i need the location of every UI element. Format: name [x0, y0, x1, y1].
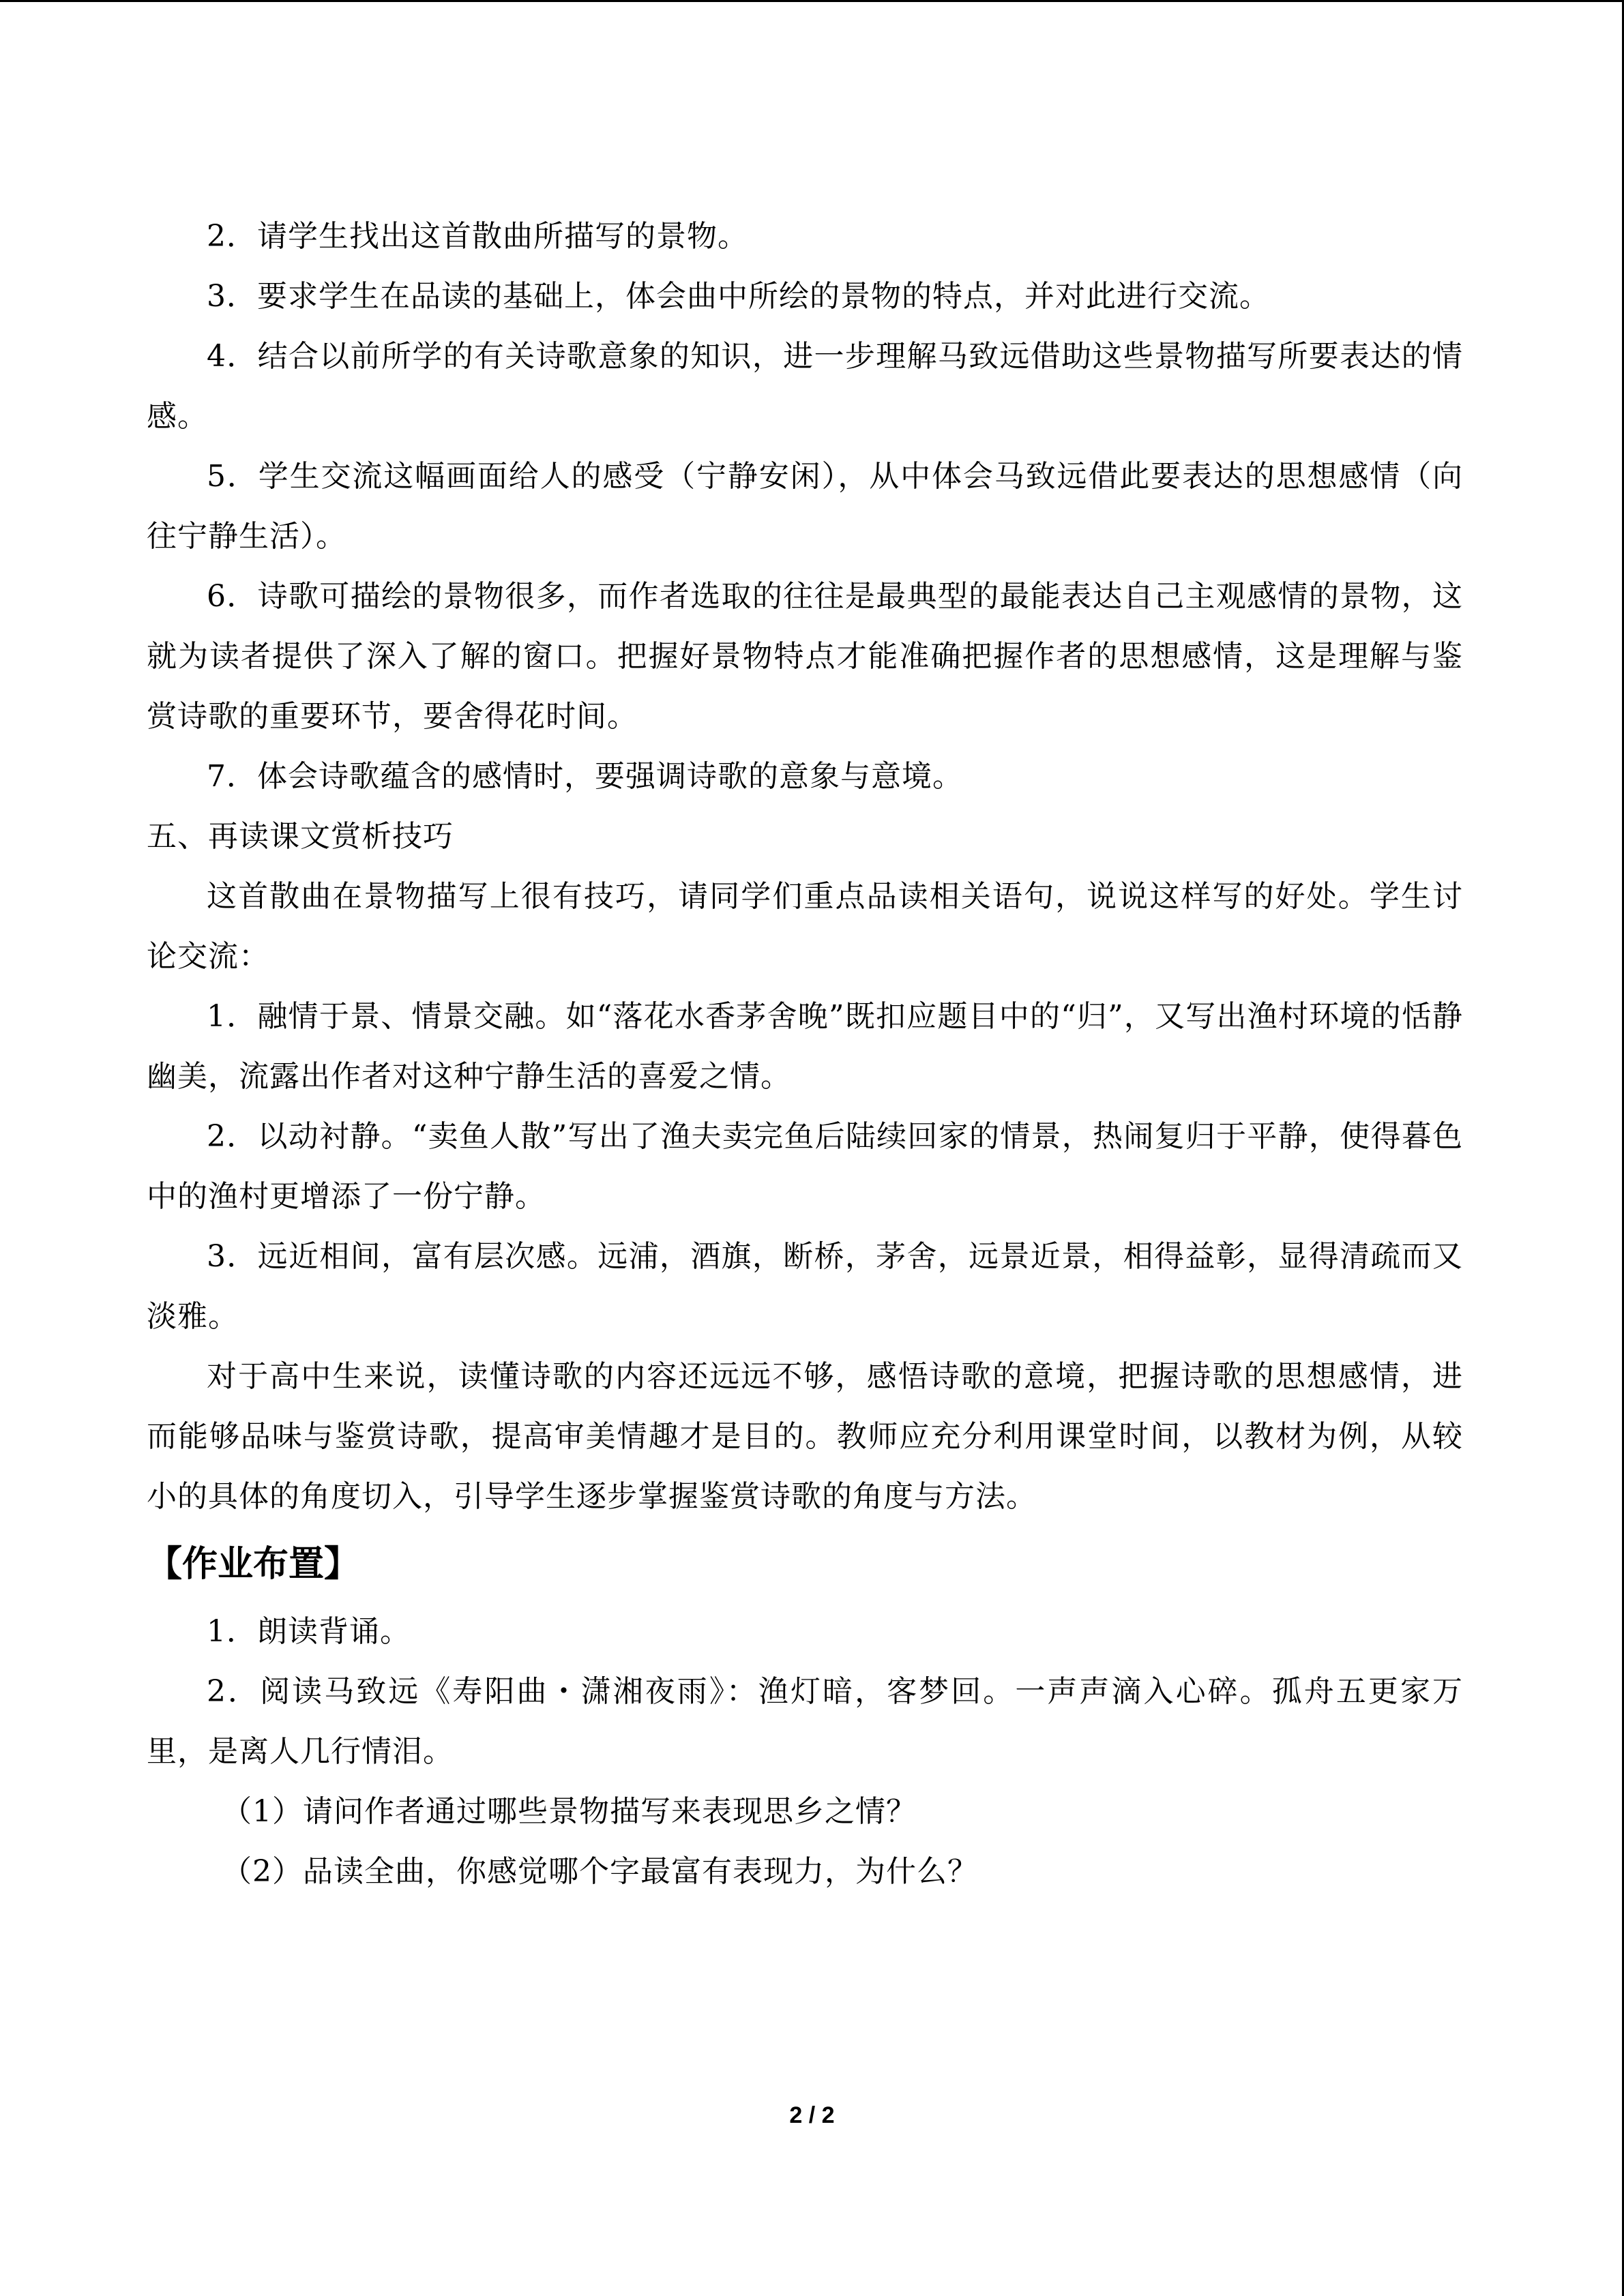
homework-heading: 【作业布置】: [147, 1544, 360, 1585]
step-7-paragraph: 7．体会诗歌蕴含的感情时，要强调诗歌的意象与意境。: [207, 759, 963, 794]
step-3-paragraph: 3．要求学生在品读的基础上，体会曲中所绘的景物的特点，并对此进行交流。: [207, 279, 1270, 314]
technique-3-paragraph: 3．远近相间，富有层次感。远浦，酒旗，断桥，茅舍，远景近景，相得益彰，显得清疏而又淡雅。: [147, 1239, 1463, 1334]
technique-intro-paragraph: 这首散曲在景物描写上很有技巧，请同学们重点品读相关语句，说说这样写的好处。学生讨论交流：: [147, 879, 1463, 974]
page-content: [147, 207, 1463, 1902]
homework-question-2: （2）品读全曲，你感觉哪个字最富有表现力，为什么？: [222, 1854, 978, 1889]
technique-1-paragraph: 1．融情于景、情景交融。如“落花水香茅舍晚”既扣应题目中的“归”，又写出渔村环境的恬静幽美，流露出作者对这种宁静生活的喜爱之情。: [147, 999, 1463, 1094]
summary-paragraph: 对于高中生来说，读懂诗歌的内容还远远不够，感悟诗歌的意境，把握诗歌的思想感情，进而能够品味与鉴赏诗歌，提高审美情趣才是目的。教师应充分利用课堂时间，以教材为例，从较小的具体的角度切入，引导学生逐步掌握鉴赏诗歌的角度与方法。: [147, 1359, 1463, 1514]
page-number: 2 / 2: [789, 2102, 835, 2128]
technique-2-paragraph: 2．以动衬静。“卖鱼人散”写出了渔夫卖完鱼后陆续回家的情景，热闹复归于平静，使得暮色中的渔村更增添了一份宁静。: [147, 1119, 1463, 1214]
homework-item-1: 1．朗读背诵。: [207, 1614, 411, 1649]
step-4-paragraph: 4．结合以前所学的有关诗歌意象的知识，进一步理解马致远借助这些景物描写所要表达的情感。: [147, 339, 1463, 434]
step-5-paragraph: 5．学生交流这幅画面给人的感受（宁静安闲），从中体会马致远借此要表达的思想感情（向往宁静生活）。: [147, 459, 1463, 554]
step-6-paragraph: 6．诗歌可描绘的景物很多，而作者选取的往往是最典型的最能表达自己主观感情的景物，这就为读者提供了深入了解的窗口。把握好景物特点才能准确把握作者的思想感情，这是理解与鉴赏诗歌的重要环节，要舍得花时间。: [147, 579, 1463, 734]
section-5-heading: 五、再读课文赏析技巧: [147, 819, 454, 854]
step-2-paragraph: 2．请学生找出这首散曲所描写的景物。: [207, 219, 748, 254]
homework-question-1: （1）请问作者通过哪些景物描写来表现思乡之情？: [222, 1794, 917, 1829]
homework-item-2: 2．阅读马致远《寿阳曲・潇湘夜雨》：渔灯暗，客梦回。一声声滴入心碎。孤舟五更家万里，是离人几行情泪。: [147, 1674, 1463, 1769]
